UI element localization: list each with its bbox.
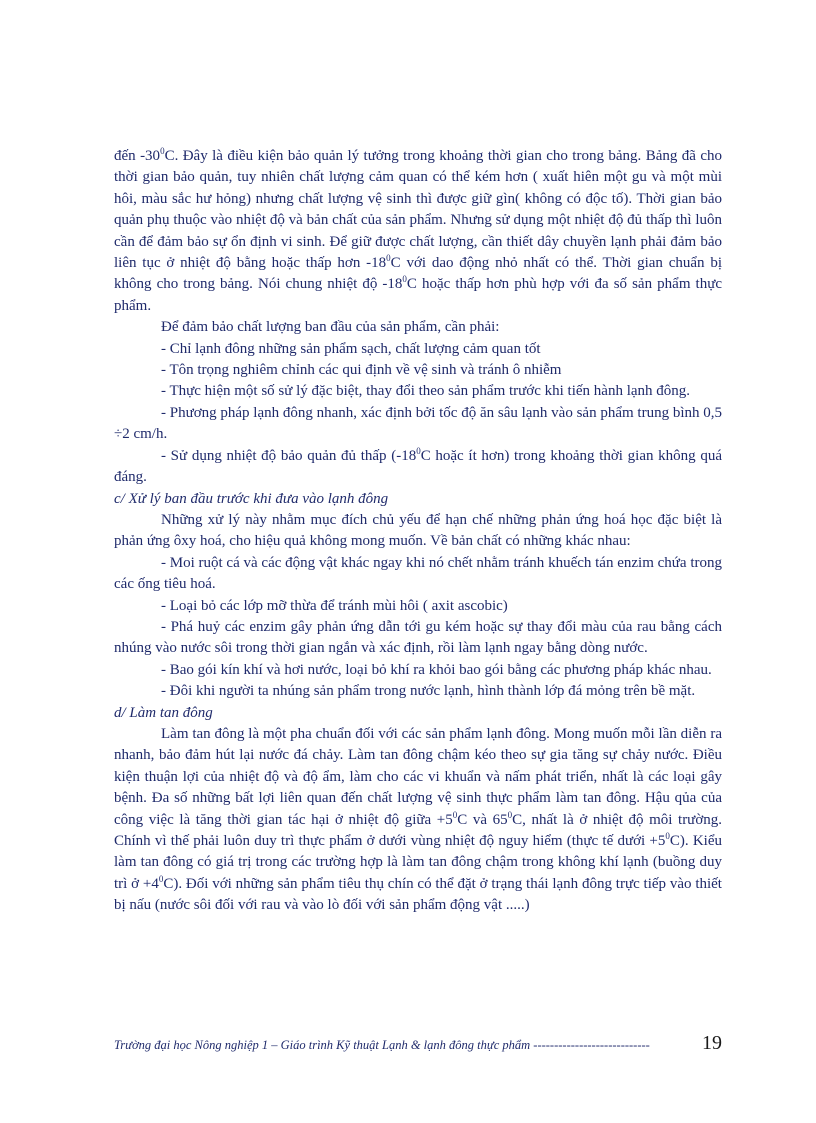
- section-heading-d: d/ Làm tan đông: [114, 704, 213, 721]
- text-run: C hoặc ít hơn) trong khoảng thời gian không quá đáng.: [114, 447, 722, 486]
- text-run: đến -30: [114, 148, 161, 164]
- superscript: 0: [160, 146, 165, 156]
- text-run: C). Đối với những sản phẩm tiêu thụ chín có thể đặt ở trạng thái lạnh đông trực tiếp vào thiết bị nấu (nước sôi đối với rau và vào lò đối với sản phẩm động vật .....): [114, 875, 722, 914]
- page-number: 19: [702, 1032, 722, 1054]
- text-run: C với dao động nhỏ nhất có thể. Thời gian chuẩn bị không cho trong bảng. Nói chung nhiệt độ -18: [114, 255, 723, 293]
- paragraph-thawing: [114, 724, 722, 917]
- list-item: - Tôn trọng nghiêm chỉnh các qui định về vệ sinh và tránh ô nhiễm: [161, 362, 562, 379]
- superscript: 0: [507, 809, 513, 820]
- text-run: C). Kiểu làm tan đông có giá trị trong các trường hợp là làm tan đông chậm trong không khí lạnh (buồng duy trì ở +4: [114, 833, 722, 892]
- text-run: C. Đây là điều kiện bảo quản lý tưởng trong khoảng thời gian cho trong bảng. Bảng đã cho thời gian bảo quản, tuy nhiên chất lượng cảm quan có thể kém hơn ( xuất hiên một gu và một mùi hôi, màu sắc hư hỏng) nhưng chất lượng vệ sinh thì được giữ gìn( không có độc tố). Thời gian bảo quản phụ thuộc vào nhiệt độ và bản chất của sản phẩm. Nhưng sử dụng một nhiệt độ đủ thấp thì luôn cần để đảm bảo sự ổn định vi sinh. Để giữ được chất lượng, cần thiết dây chuyền lạnh phải đảm bảo liên tục ở nhiệt độ bằng hoặc thấp hơn -18: [114, 148, 722, 272]
- list-item: - Thực hiện một số sử lý đặc biệt, thay đổi theo sản phẩm trước khi tiến hành lạnh đông.: [161, 383, 691, 400]
- list-item: - Moi ruột cá và các động vật khác ngay khi nó chết nhằm tránh khuếch tán enzim chứa trong các ống tiêu hoá.: [114, 554, 722, 593]
- list-item: - Đôi khi người ta nhúng sản phẩm trong nước lạnh, hình thành lớp đá mỏng trên bề mặt.: [161, 683, 696, 700]
- text-run: - Sử dụng nhiệt độ bảo quản đủ thấp (-18: [161, 447, 417, 464]
- list-item: - Phá huỷ các enzim gây phản ứng dẫn tới gu kém hoặc sự thay đổi màu của rau bằng cách nhúng vào nước sôi trong thời gian ngắn và xác định, rồi làm lạnh ngay bằng dòng nước.: [114, 618, 722, 657]
- list-item: [114, 446, 722, 489]
- paragraph-pretreatment: Những xử lý này nhằm mục đích chủ yếu để hạn chế những phản ứng hoá học đặc biệt là phản ứng ôxy hoá, cho hiệu quả không mong muốn. Về bản chất có những khác nhau:: [114, 511, 722, 550]
- superscript: 0: [158, 873, 164, 884]
- text-run: Làm tan đông là một pha chuẩn đối với các sản phẩm lạnh đông. Mong muốn mỗi lần diễn ra nhanh, bảo đảm hút lại nước đá chảy. Làm tan đông chậm kéo theo sự gia tăng sự chảy nước. Điều kiện thuận lợi của nhiệt độ và độ ẩm, làm cho các vi khuẩn và nấm phát triển, nhất là các loại gây bệnh. Đa số những bất lợi liên quan đến chất lượng vệ sinh thực phẩm làm tan đông. Hậu qủa của công việc là tăng thời gian tác hại ở nhiệt độ giữa +5: [114, 725, 722, 828]
- text-run: C hoặc thấp hơn phù hợp với đa số sản phẩm thực phẩm.: [114, 276, 723, 314]
- superscript: 0: [386, 253, 391, 264]
- list-item: - Loại bỏ các lớp mỡ thừa để tránh mùi hôi ( axit ascobic): [161, 597, 508, 614]
- footer-text: Trường đại học Nông nghiệp 1 – Giáo trình Kỹ thuật Lạnh & lạnh đông thực phẩm ----------------------------: [114, 1038, 650, 1052]
- text-run: C, nhất là ở nhiệt độ môi trường. Chính vì thế phải luôn duy trì thực phẩm ở dưới vùng nhiệt độ nguy hiểm (thực tế dưới +5: [114, 811, 722, 849]
- superscript: 0: [416, 445, 421, 456]
- superscript: 0: [452, 809, 458, 820]
- text-run: C và 65: [457, 811, 508, 828]
- list-item: - Bao gói kín khí và hơi nước, loại bỏ khí ra khỏi bao gói bằng các phương pháp khác nhau.: [161, 661, 712, 678]
- paragraph-initial-quality: Để đảm bảo chất lượng ban đầu của sản phẩm, cần phải:: [161, 319, 500, 336]
- list-item: - Phương pháp lạnh đông nhanh, xác định bởi tốc độ ăn sâu lạnh vào sản phẩm trung bình 0,5 ÷2 cm/h.: [114, 404, 722, 443]
- page-footer: [114, 1032, 722, 1055]
- superscript: 0: [402, 274, 407, 285]
- superscript: 0: [665, 831, 670, 841]
- section-heading-c: c/ Xử lý ban đầu trước khi đưa vào lạnh đông: [114, 490, 389, 507]
- body-text: [114, 146, 722, 917]
- paragraph-storage-conditions: [114, 146, 722, 317]
- list-item: - Chỉ lạnh đông những sản phẩm sạch, chất lượng cảm quan tốt: [161, 340, 541, 357]
